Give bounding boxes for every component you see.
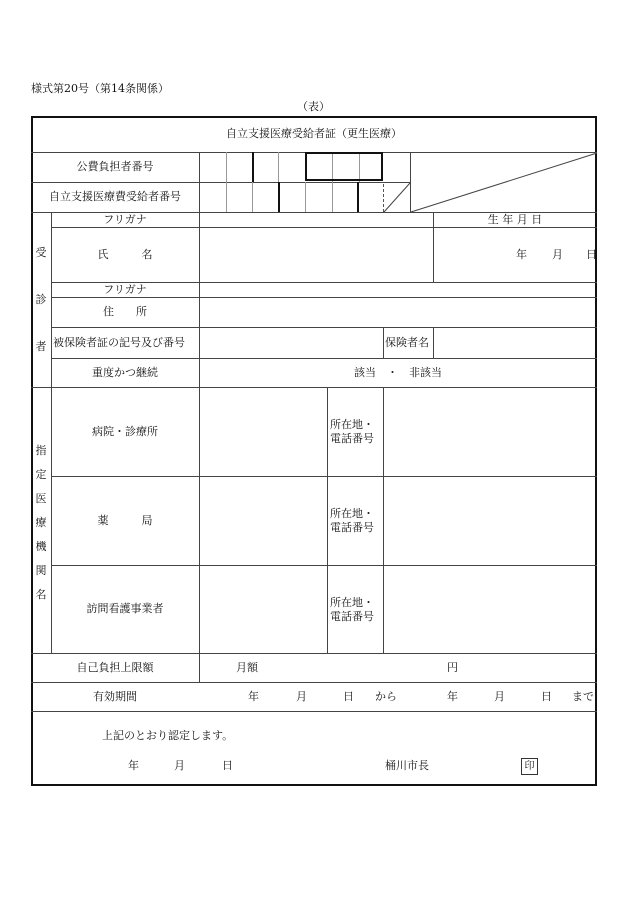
- validity-year2: 年: [447, 690, 458, 703]
- birth-year-label: 年: [516, 248, 527, 261]
- validity-year1: 年: [248, 690, 259, 703]
- institution-label-6: 関: [35, 564, 47, 577]
- birth-month-label: 月: [552, 248, 563, 261]
- hospital-location-label-1: 所在地・: [330, 418, 374, 431]
- address-label: 住 所: [103, 305, 147, 318]
- certification-month: 月: [174, 759, 185, 772]
- recipient-number-label: 自立支援医療費受給者番号: [49, 190, 181, 203]
- name-label: 氏 名: [97, 248, 153, 261]
- form-number: 様式第20号（第14条関係）: [31, 82, 169, 95]
- limit-yen-label: 円: [447, 661, 458, 674]
- severe-label: 重度かつ継続: [92, 366, 158, 379]
- institution-label-7: 名: [35, 588, 47, 601]
- nursing-location-label-2: 電話番号: [330, 610, 374, 623]
- patient-section-label-3: 者: [35, 340, 47, 353]
- certification-year: 年: [128, 759, 139, 772]
- furigana-label: フリガナ: [103, 213, 147, 226]
- pharmacy-location-label-2: 電話番号: [330, 521, 374, 534]
- nursing-label: 訪問看護事業者: [86, 602, 164, 615]
- institution-label-5: 機: [35, 540, 47, 553]
- name-field[interactable]: [200, 228, 432, 281]
- hospital-location-label-2: 電話番号: [330, 432, 374, 445]
- furigana2-label: フリガナ: [103, 283, 147, 296]
- validity-from: から: [375, 690, 397, 703]
- validity-month2: 月: [494, 690, 505, 703]
- insurer-label: 保険者名: [385, 336, 429, 349]
- patient-section-label-2: 診: [35, 293, 47, 306]
- seal-stamp: 印: [521, 758, 538, 775]
- validity-day2: 日: [541, 690, 552, 703]
- institution-label-4: 療: [35, 516, 47, 529]
- validity-label: 有効期間: [93, 690, 137, 703]
- public-payer-label: 公費負担者番号: [76, 160, 154, 173]
- nursing-location-label-1: 所在地・: [330, 596, 374, 609]
- validity-until: まで: [572, 690, 594, 703]
- pharmacy-label: 薬 局: [97, 514, 153, 527]
- severe-value[interactable]: 該当 ・ 非該当: [354, 366, 442, 379]
- institution-label-3: 医: [35, 492, 47, 505]
- institution-label-2: 定: [35, 468, 47, 481]
- institution-label-1: 指: [35, 444, 47, 457]
- address-field[interactable]: [200, 298, 596, 326]
- birth-day-label: 日: [586, 248, 597, 261]
- form-side-label: （表）: [297, 100, 330, 113]
- patient-section-label-1: 受: [35, 246, 47, 259]
- certification-day: 日: [222, 759, 233, 772]
- issuer-name: 桶川市長: [385, 759, 429, 772]
- hospital-label: 病院・診療所: [92, 425, 158, 438]
- certification-statement: 上記のとおり認定します。: [102, 729, 234, 742]
- insurance-card-label: 被保険者証の記号及び番号: [53, 336, 185, 349]
- pharmacy-location-label-1: 所在地・: [330, 507, 374, 520]
- limit-label: 自己負担上限額: [76, 661, 154, 674]
- birthdate-header: 生 年 月 日: [487, 213, 543, 226]
- form-title: 自立支援医療受給者証（更生医療）: [226, 127, 402, 140]
- validity-month1: 月: [296, 690, 307, 703]
- validity-day1: 日: [343, 690, 354, 703]
- limit-monthly-label: 月額: [236, 661, 258, 674]
